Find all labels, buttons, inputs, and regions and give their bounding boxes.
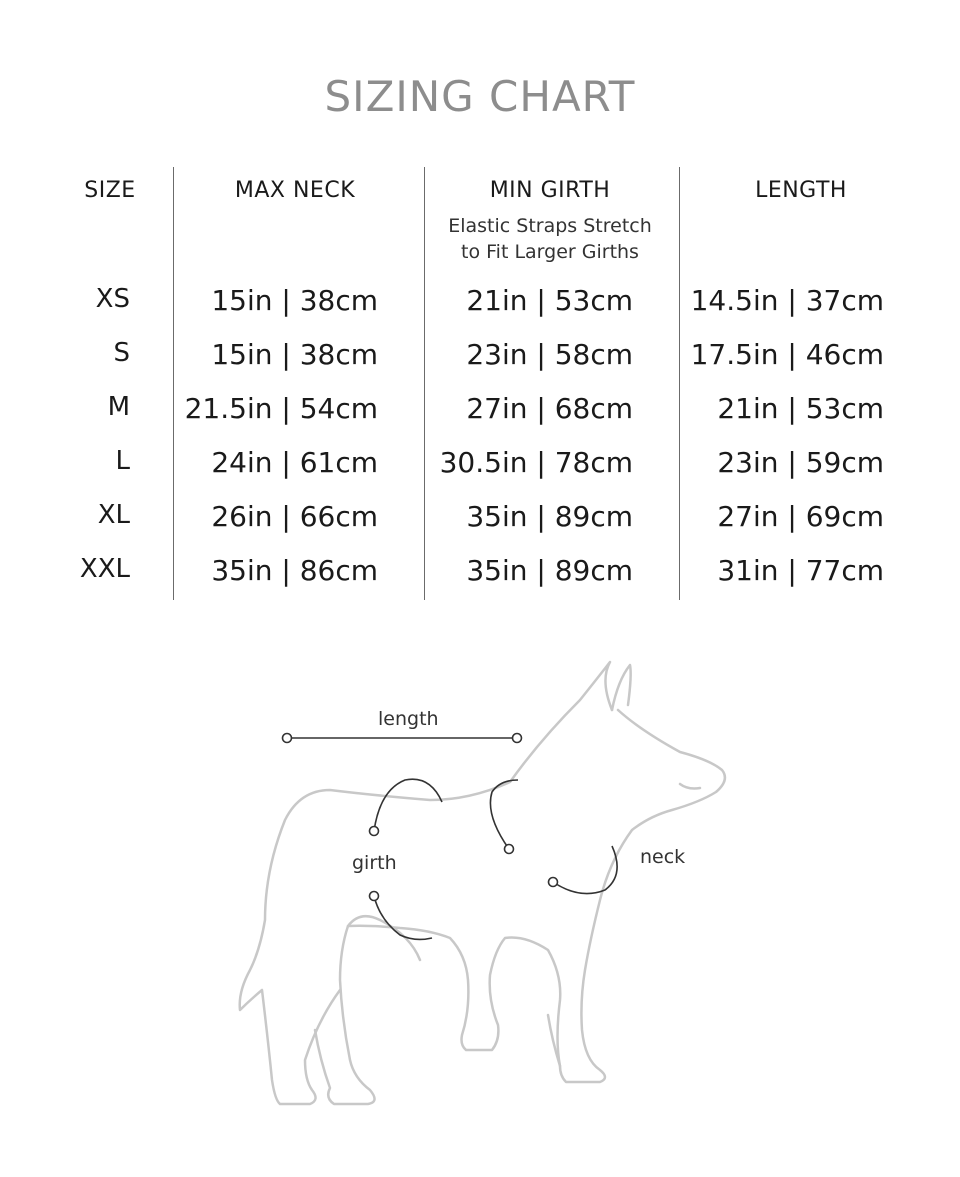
neck-cell: 35in | 86cm: [211, 554, 378, 587]
header-size: SIZE: [84, 178, 136, 203]
header-max-neck: MAX NECK: [234, 178, 356, 203]
header-min-girth: MIN GIRTH: [489, 178, 611, 203]
length-cell: 17.5in | 46cm: [690, 338, 884, 371]
neck-label: neck: [640, 846, 686, 868]
girth-cell: 35in | 89cm: [466, 554, 633, 587]
dog-outline-illustration: [0, 620, 960, 1177]
length-cell: 14.5in | 37cm: [690, 284, 884, 317]
length-cell: 23in | 59cm: [717, 446, 884, 479]
size-cell: XS: [95, 284, 130, 314]
girth-cell: 21in | 53cm: [466, 284, 633, 317]
length-cell: 31in | 77cm: [717, 554, 884, 587]
size-cell: XL: [97, 500, 130, 530]
girth-cell: 35in | 89cm: [466, 500, 633, 533]
girth-label: girth: [352, 852, 397, 874]
neck-cell: 26in | 66cm: [211, 500, 378, 533]
size-cell: M: [107, 392, 130, 422]
girth-cell: 27in | 68cm: [466, 392, 633, 425]
length-cell: 27in | 69cm: [717, 500, 884, 533]
column-divider: [173, 167, 174, 600]
dog-outline: [240, 662, 725, 1104]
size-cell: L: [115, 446, 130, 476]
size-cell: XXL: [79, 554, 130, 584]
length-indicator: [283, 734, 522, 743]
neck-cell: 24in | 61cm: [211, 446, 378, 479]
size-cell: S: [113, 338, 130, 368]
header-length: LENGTH: [755, 178, 847, 203]
neck-indicator: [549, 846, 618, 894]
neck-cell: 21.5in | 54cm: [184, 392, 378, 425]
column-divider: [679, 167, 680, 600]
column-divider: [424, 167, 425, 600]
min-girth-note: Elastic Straps Stretch to Fit Larger Girths: [448, 215, 652, 263]
neck-cell: 15in | 38cm: [211, 338, 378, 371]
neck-cell: 15in | 38cm: [211, 284, 378, 317]
girth-cell: 30.5in | 78cm: [439, 446, 633, 479]
girth-cell: 23in | 58cm: [466, 338, 633, 371]
length-cell: 21in | 53cm: [717, 392, 884, 425]
length-label: length: [378, 708, 439, 730]
dog-measurement-diagram: [0, 620, 960, 1177]
page-title: SIZING CHART: [324, 72, 636, 121]
